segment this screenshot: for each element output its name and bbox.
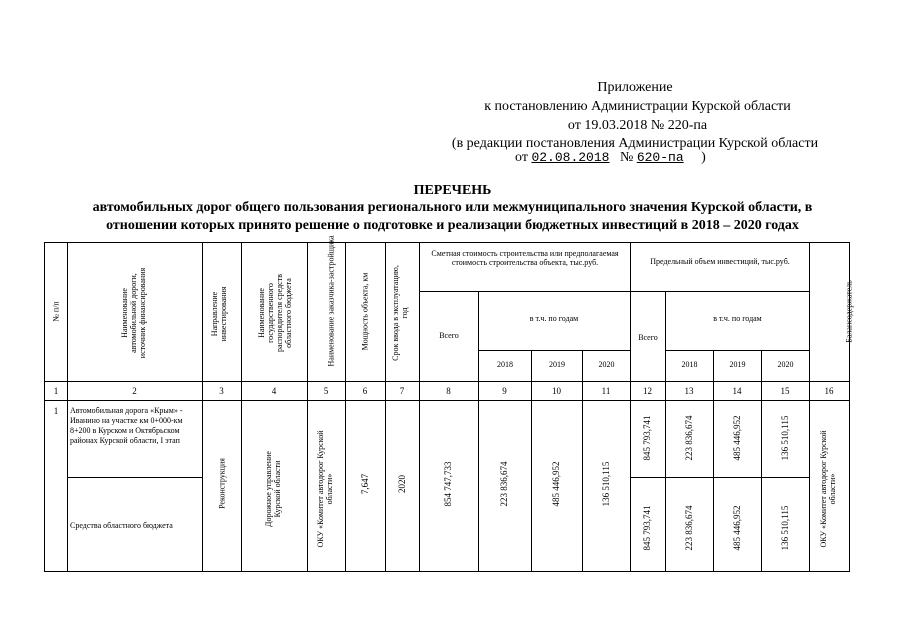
resolution-ref: к постановлению Администрации Курской области	[484, 99, 791, 114]
header-inv-2019: 2019	[729, 360, 746, 369]
customer-value: ОКУ «Комитет автодорог Курской области»	[316, 430, 334, 548]
header-by-year: в т.ч. по годам	[529, 314, 579, 323]
funding-source: Средства областного бюджета	[70, 521, 173, 530]
inv-2018-value: 223 836,674	[684, 415, 694, 461]
revision-suffix: )	[701, 150, 706, 165]
row-line	[45, 381, 849, 382]
header-num: № п/п	[51, 301, 61, 322]
col-line	[307, 243, 308, 571]
header-customer: Наименование заказчика-застройщика	[326, 235, 336, 367]
colnum: 11	[601, 386, 611, 396]
colnum: 4	[271, 386, 277, 396]
header-inv-2020: 2020	[777, 360, 794, 369]
col-line	[630, 243, 631, 571]
src-2019-value: 485 446,952	[732, 505, 742, 551]
colnum: 14	[732, 386, 742, 396]
colnum: 16	[824, 386, 834, 396]
row-line	[45, 400, 849, 401]
direction-value: Реконструкция	[217, 458, 227, 509]
inv-2020-value: 136 510,115	[780, 415, 790, 461]
doc-subtitle-2: отношении которых принято решение о подготовке и реализации бюджетных инвестиций в 2018 – 2020 годах	[106, 218, 799, 233]
col-line	[419, 243, 420, 571]
revision-date: 02.08.2018	[531, 150, 610, 165]
header-inv-total: Всего	[638, 333, 658, 342]
col-line	[478, 291, 479, 571]
col-line	[67, 243, 68, 571]
colnum: 7	[399, 386, 405, 396]
year-value: 2020	[397, 475, 407, 493]
cost-2019-value: 485 446,952	[551, 461, 561, 507]
colnum: 12	[643, 386, 652, 396]
cost-2018-value: 223 836,674	[499, 461, 509, 507]
cost-total-value: 854 747,733	[443, 461, 453, 507]
src-total-value: 845 793,741	[642, 505, 652, 551]
revision-number: 620-па	[636, 150, 684, 165]
doc-title: ПЕРЕЧЕНЬ	[413, 183, 492, 198]
colnum: 8	[446, 386, 451, 396]
header-2018: 2018	[497, 360, 513, 369]
header-manager: Наименование государственного распорядителя средств областного бюджета	[257, 273, 293, 353]
colnum: 10	[552, 386, 561, 396]
col-line	[582, 350, 583, 571]
holder-value: ОКУ «Комитет автодорог Курской области»	[819, 430, 837, 548]
colnum: 15	[780, 386, 790, 396]
colnum: 1	[53, 386, 59, 396]
row-line	[665, 350, 809, 351]
header-2019: 2019	[549, 360, 565, 369]
col-line	[241, 243, 242, 571]
cost-2020-value: 136 510,115	[601, 461, 611, 507]
colnum: 5	[323, 386, 329, 396]
revision-prefix: от	[515, 150, 528, 165]
src-2018-value: 223 836,674	[684, 505, 694, 551]
header-investment-group: Предельный объем инвестиций, тыс.руб.	[650, 257, 790, 266]
col-line	[713, 350, 714, 571]
header-total: Всего	[439, 331, 459, 340]
col-line	[385, 243, 386, 571]
col-line	[202, 243, 203, 571]
inv-2019-value: 485 446,952	[732, 415, 742, 461]
revision-ref: (в редакции постановления Администрации Курской области	[451, 136, 819, 151]
colnum: 3	[219, 386, 224, 396]
doc-subtitle-1: автомобильных дорог общего пользования регионального или межмуниципального значения Курской области, в	[92, 200, 813, 215]
col-line	[531, 350, 532, 571]
appendix-label: Приложение	[597, 80, 673, 95]
row-number: 1	[53, 406, 59, 416]
inv-total-value: 845 793,741	[642, 415, 652, 461]
header-2020: 2020	[598, 360, 615, 369]
header-holder: Балансодержатель	[844, 280, 854, 343]
header-road-name: Наименование автомобильной дороги, источник финансирования	[120, 267, 147, 359]
capacity-value: 7,647	[360, 473, 370, 495]
col-line	[809, 243, 810, 571]
row-line	[630, 477, 809, 478]
colnum: 13	[684, 386, 694, 396]
header-inv-by-year: в т.ч. по годам	[713, 314, 762, 323]
resolution-date: от 19.03.2018 № 220-па	[567, 118, 708, 133]
manager-value: Дорожное управление Курской области	[264, 451, 282, 527]
row-line	[67, 477, 202, 478]
revision-no-sign: №	[619, 150, 634, 165]
colnum: 6	[362, 386, 368, 396]
header-estimate-group: Сметная стоимость строительства или предполагаемая стоимость строительства объекта, тыс.руб.	[431, 249, 619, 267]
road-name: Автомобильная дорога «Крым» - Иванино на участке км 0+000-км 8+200 в Курском и Октябрьском районах Курской области, I этап	[70, 406, 183, 445]
row-line	[419, 291, 809, 292]
colnum: 2	[132, 386, 137, 396]
col-line	[345, 243, 346, 571]
revision-date-line	[515, 148, 760, 167]
header-direction: Направление инвестирования	[210, 286, 228, 342]
header-capacity: Мощность объекта, км	[360, 272, 370, 351]
col-line	[761, 350, 762, 571]
investment-table	[44, 235, 854, 572]
src-2020-value: 136 510,115	[780, 505, 790, 551]
header-inv-2018: 2018	[681, 360, 698, 369]
colnum: 9	[502, 386, 507, 396]
row-line	[478, 350, 630, 351]
col-line	[665, 291, 666, 571]
header-year: Срок ввода в эксплуатацию, год	[391, 265, 409, 361]
